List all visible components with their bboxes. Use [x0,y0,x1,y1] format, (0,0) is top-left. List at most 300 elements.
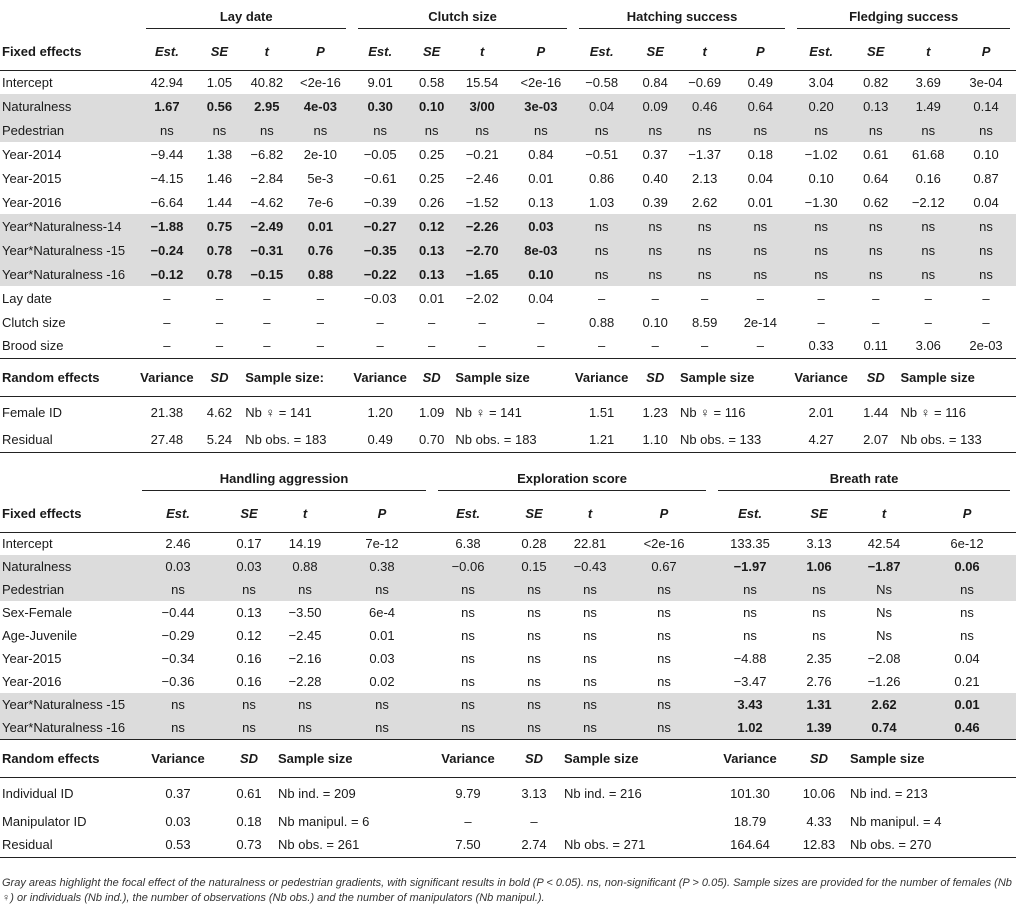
table-cell: – [163,314,171,330]
table-row [0,94,1016,118]
table-cell: −6.64 [150,194,184,210]
row-label: Year-2016 [2,194,62,210]
table-cell: Nb obs. = 133 [900,432,982,448]
table-cell: −0.34 [161,651,195,666]
table-cell: ns [573,214,631,238]
table-cell: ns [791,214,851,238]
table-cell: −0.03 [363,290,397,306]
table-cell: 0.04 [973,194,999,210]
table-cell: 0.13 [408,238,455,262]
table-row [0,716,1016,739]
table-cell: ns [791,118,851,142]
column-header: P [962,506,972,522]
table-row [0,601,1016,624]
column-header: SE [867,44,885,60]
table-cell: ns [278,716,332,739]
table-cell: −3.50 [288,605,322,620]
table-cell: Nb obs. = 183 [455,432,537,448]
table-cell: 0.76 [288,238,352,262]
group-title: Fledging success [797,9,1010,29]
table-cell: ns [461,674,475,689]
table-row [0,532,1016,555]
table-cell: 1.38 [206,146,233,162]
fixed-effects-header-row [0,34,1016,70]
table-cell: – [701,290,709,306]
table-cell: – [215,338,224,354]
table-cell: 0.13 [851,94,900,118]
table-cell: 5e-3 [307,170,334,186]
column-header: Variance [791,358,851,396]
table-cell: −1.02 [804,146,838,162]
table-cell: −0.31 [245,238,288,262]
table-cell: 0.39 [642,194,668,210]
table-cell: 2.76 [806,674,832,689]
table-cell: 0.88 [288,262,352,286]
table-cell: 61.68 [911,146,945,162]
table-cell: ns [461,628,475,643]
table-cell: ns [573,238,631,262]
table-cell: 2e-03 [969,338,1003,354]
table-cell: 0.87 [973,170,999,186]
table-row [0,777,1016,809]
table-cell: 0.04 [954,651,980,666]
group-header [712,466,1016,496]
table-cell: ns [680,262,729,286]
table-cell: 1.49 [900,94,956,118]
table-cell: 0.11 [863,338,888,354]
table-cell: ns [851,118,900,142]
table-cell: 3.04 [791,70,851,94]
table-cell: 0.04 [747,170,773,186]
table-cell: ns [851,214,900,238]
table-cell: −4.88 [733,651,767,666]
row-label: Lay date [2,290,52,306]
table-cell: ns [630,214,679,238]
table-cell: Nb manipul. = 6 [278,813,370,829]
fixed-effects-label: Fixed effects [2,506,82,522]
table-cell: 1.05 [194,70,246,94]
column-header: Sample size [680,358,791,396]
table-cell: 0.78 [194,238,246,262]
table-cell: – [537,314,545,330]
table-cell: 0.01 [419,290,445,306]
table-cell: ns [791,238,851,262]
table-cell: −1.65 [455,262,509,286]
table-cell: 0.02 [369,674,395,689]
table-cell [564,809,712,833]
table-cell: −0.61 [363,170,397,186]
table-cell: 1.44 [851,396,900,428]
table-cell: Nb ♀ = 141 [455,396,572,428]
table-cell: 1.21 [588,432,615,448]
table-cell: −2.16 [288,651,322,666]
table-cell: 0.84 [630,70,679,94]
table-cell: 3.69 [900,70,956,94]
table-cell: 0.74 [850,716,918,739]
table-cell: ns [583,651,597,666]
table-cell: ns [956,118,1016,142]
row-label: Year*Naturalness -15 [0,693,136,716]
table-row [0,647,1016,670]
table-cell: 0.38 [332,555,432,578]
table-cell: ns [527,674,541,689]
table-cell: −0.12 [140,262,194,286]
table-cell: ns [352,118,408,142]
table-cell: ns [583,628,597,643]
table-cell: 3.13 [788,532,850,555]
table-cell: −2.02 [465,290,499,306]
table-cell: −0.29 [161,628,195,643]
table-cell: −0.05 [363,146,397,162]
column-header: SD [194,358,246,396]
table-cell: 0.14 [956,94,1016,118]
table-cell: −9.44 [150,146,184,162]
table-cell: 1.20 [352,396,408,428]
table-cell: −0.35 [352,238,408,262]
table-row [0,142,1016,166]
table-cell: – [376,314,384,330]
table-cell: 1.06 [788,555,850,578]
table-cell: 0.15 [504,555,564,578]
column-header: Est. [809,44,834,60]
table-cell: – [982,314,990,330]
table-cell: −0.24 [140,238,194,262]
table-cell: ns [504,716,564,739]
table-cell: 0.70 [419,432,445,448]
table-cell: Nb ♀ = 141 [245,396,352,428]
table-cell: 6.38 [432,532,504,555]
table-cell: 22.81 [564,532,616,555]
table-cell: 0.46 [918,716,1016,739]
table-cell: −0.44 [161,605,195,620]
group-header [352,4,572,34]
table-cell: 0.10 [808,170,834,186]
group-title: Lay date [146,9,346,29]
table-cell: 4e-03 [288,94,352,118]
table-cell: ns [504,578,564,601]
row-label: Female ID [0,396,140,428]
table-cell: – [376,338,384,354]
table-cell: 0.75 [194,214,246,238]
table-cell: Nb ♀ = 116 [900,396,1016,428]
table-cell: 0.03 [509,214,573,238]
table-cell: 1.67 [140,94,194,118]
table-cell: 21.38 [140,396,194,428]
table-cell: – [817,290,825,306]
table-row [0,693,1016,716]
table-cell: – [924,290,932,306]
table-cell: ns [630,118,679,142]
row-label: Intercept [0,70,140,94]
row-label: Year-2016 [2,674,62,689]
table-cell: ns [956,262,1016,286]
table-cell: 0.18 [236,813,262,829]
group-header [573,4,791,34]
table-cell: 2.62 [850,693,918,716]
column-header: Variance [352,358,408,396]
column-header: Sample size [278,739,432,777]
table-cell: 2.07 [863,432,889,448]
column-header: SD [504,739,564,777]
table-cell: ns [960,628,974,643]
column-header: SD [408,358,455,396]
table-cell: 0.09 [630,94,679,118]
table-cell: – [263,338,271,354]
table-cell: −0.06 [432,555,504,578]
table-cell: −2.12 [911,194,945,210]
table-cell: −1.37 [688,146,722,162]
table-cell: <2e-16 [616,532,712,555]
table-cell: −0.22 [352,262,408,286]
table-row [0,334,1016,358]
table-cell: 40.82 [245,70,288,94]
table-cell: 0.56 [194,94,246,118]
table-cell: ns [220,578,278,601]
table-cell: 3.43 [712,693,788,716]
column-header: SE [210,44,229,60]
table-cell: ns [461,651,475,666]
table-cell: 14.19 [278,532,332,555]
table-cell: 0.62 [863,194,889,210]
column-header: t [702,44,707,60]
table-cell: 3e-03 [509,94,573,118]
table-cell: 6e-4 [368,605,396,620]
table-cell: 4.33 [806,813,832,829]
table-cell: – [316,338,325,354]
table-cell: 0.33 [808,338,834,354]
table-cell: – [316,290,325,306]
table-cell: 2.13 [692,170,718,186]
table-cell: ns [616,716,712,739]
column-header: Sample size [850,739,1016,777]
table-cell: ns [432,578,504,601]
table-cell: – [924,314,932,330]
table-cell: – [163,290,171,306]
fixed-effects-header-row [0,496,1016,532]
row-label: Year-2015 [2,651,62,666]
table-cell: 0.13 [528,194,554,210]
row-label: Year-2015 [2,170,62,186]
table-cell: 0.16 [236,651,262,666]
table-cell: 0.01 [918,693,1016,716]
table-cell: 0.25 [419,146,445,162]
table-cell: 2.95 [245,94,288,118]
table-cell: 0.03 [165,813,191,829]
table-cell: −2.84 [250,170,284,186]
table-cell: 0.78 [194,262,246,286]
table-cell: ns [712,578,788,601]
table-cell: −2.45 [288,628,322,643]
table-cell: 0.01 [288,214,352,238]
table-cell: −1.26 [867,674,901,689]
table-row [0,578,1016,601]
table-cell: ns [408,118,455,142]
table-cell: 0.10 [642,314,668,330]
table-cell: ns [900,238,956,262]
row-label: Manipulator ID [2,813,87,829]
table-cell: ns [900,214,956,238]
table-cell: ns [657,651,671,666]
column-header: Sample size [564,739,712,777]
table-row [0,809,1016,833]
table-cell: 5.24 [206,432,233,448]
table-cell: −0.36 [161,674,195,689]
table-behaviour [0,466,1016,861]
table-cell: −1.30 [804,194,838,210]
row-label: Individual ID [0,777,136,809]
column-header: SE [646,44,664,60]
table-cell: – [316,314,325,330]
table-cell: −2.08 [867,651,901,666]
row-label: Residual [2,432,53,448]
table-cell: −0.15 [245,262,288,286]
table-cell: <2e-16 [288,70,352,94]
table-cell: ns [527,605,541,620]
table-row [0,428,1016,452]
table-bottom-rule [0,857,1016,861]
column-header: t [264,44,269,60]
table-cell: – [598,338,606,354]
table-cell: 1.09 [408,396,455,428]
table-cell: ns [573,118,631,142]
table-cell: −1.97 [712,555,788,578]
table-cell: 1.39 [788,716,850,739]
table-cell: ns [729,118,791,142]
table-cell: 0.28 [504,532,564,555]
column-header: SD [220,739,278,777]
table-cell: 0.04 [528,290,554,306]
column-header: P [536,44,546,60]
table-cell: ns [564,578,616,601]
table-cell: 0.03 [136,555,220,578]
table-cell: 0.64 [863,170,889,186]
table-row [0,286,1016,310]
table-cell: ns [960,605,974,620]
column-header: Est. [589,44,614,60]
column-header: Est. [456,506,480,522]
table-row [0,670,1016,693]
table-cell: ns [564,716,616,739]
table-cell: 9.79 [432,777,504,809]
table-cell: ns [788,578,850,601]
table-cell: – [817,314,825,330]
table-cell: – [756,338,764,354]
table-cell: 0.40 [642,170,668,186]
group-header [791,4,1016,34]
table-cell: 0.01 [747,194,773,210]
column-header: SD [788,739,850,777]
table-cell: – [163,338,171,354]
column-header: t [302,506,308,522]
table-row [0,262,1016,286]
table-cell: ns [616,578,712,601]
column-header: t [479,44,485,60]
table-cell: ns [288,118,352,142]
column-header: Est. [166,506,190,522]
table-cell: – [756,290,764,306]
table-cell: – [478,314,486,330]
table-cell: 0.88 [278,555,332,578]
row-label: Year*Naturalness -16 [0,262,140,286]
table-cell: 0.61 [220,777,278,809]
row-label: Age-Juvenile [2,628,78,643]
row-label: Naturalness [0,555,136,578]
column-header: Variance [432,739,504,777]
table-cell: ns [956,214,1016,238]
table-cell: 0.10 [973,146,999,162]
table-cell: ns [680,238,729,262]
column-header: SD [630,358,679,396]
table-cell: – [428,338,436,354]
row-label: Intercept [0,532,136,555]
table-cell: – [215,314,224,330]
table-row [0,118,1016,142]
table-cell: 0.67 [616,555,712,578]
table-cell: 0.49 [729,70,791,94]
table-cell: ns [630,262,679,286]
table-cell: <2e-16 [509,70,573,94]
table-cell: 8.59 [692,314,718,330]
table-cell: 0.64 [729,94,791,118]
table-cell: −2.49 [245,214,288,238]
table-cell: 1.10 [642,432,668,448]
table-cell: ns [900,262,956,286]
table-cell: 4.62 [194,396,246,428]
table-row [0,624,1016,647]
table-footnote: Gray areas highlight the focal effect of the naturalness or pedestrian gradients, with significant results in bold (P < 0.05). ns, non-significant (P > 0.05). Sample sizes are provided for the number of females (Nb ♀) or individuals (Nb ind.), the number of observations (Nb obs.) and the number of manipulators (Nb manipul.). [2,877,1012,904]
group-title: Handling aggression [142,471,426,491]
table-cell: – [982,290,990,306]
table-cell: – [537,338,545,354]
column-header: Est. [738,506,762,522]
table-cell: – [651,338,659,354]
table-cell: −0.43 [564,555,616,578]
random-effects-header-row [0,739,1016,777]
table-cell: 1.46 [206,170,233,186]
table-cell: ns [573,262,631,286]
column-header: Variance [712,739,788,777]
table-cell: ns [657,628,671,643]
column-header: SE [240,506,258,522]
table-cell: Nb ♀ = 116 [680,396,791,428]
table-cell: Ns [876,628,892,643]
table-cell: ns [918,578,1016,601]
table-cell: ns [583,605,597,620]
column-header: P [377,506,387,522]
column-header: Est. [154,44,179,60]
table-cell: −0.69 [680,70,729,94]
table-cell: Nb obs. = 133 [679,432,762,448]
table-cell: 0.53 [165,837,191,853]
table-cell: Ns [850,578,918,601]
table-cell: −0.58 [573,70,631,94]
table-cell: ns [245,118,288,142]
table-cell: 1.23 [630,396,679,428]
table-cell: −1.52 [465,194,499,210]
table-cell: 2.62 [692,194,718,210]
table-cell: 0.21 [954,674,980,689]
table-cell: 0.16 [915,170,941,186]
table-cell: 0.16 [236,674,262,689]
table-row [0,190,1016,214]
table-cell: 0.13 [408,262,455,286]
row-label: Naturalness [0,94,140,118]
table-cell: – [464,813,472,829]
table-cell: ns [743,605,757,620]
table-cell: ns [616,693,712,716]
table-cell: 2.74 [521,837,547,853]
table-cell: ns [136,716,220,739]
